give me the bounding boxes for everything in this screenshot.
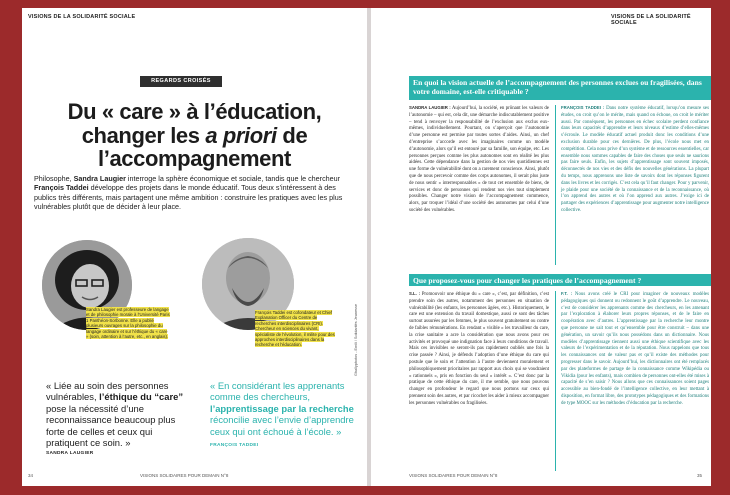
quote-1-close: pose la nécessité d’une reconnaissance beaucoup plus forte de celles et ceux qui pratiquent ce soin. »	[46, 402, 176, 449]
headline-line-3: l’accompagnement	[98, 146, 291, 171]
answer-1-laugier	[409, 105, 549, 215]
quote-2-close: réconcilie avec l’envie d’apprendre ceux qui ont échoué à l’école. »	[210, 414, 354, 437]
right-page	[371, 8, 711, 486]
lead-part-3: développe des projets dans le monde éducatif. Tous deux s’intéressent à des publics très différents, mais partagent une même ambition : construire les pratiques avec les plus vulnérables plutôt que de décider à leur place.	[34, 183, 343, 212]
footer-right: VISIONS SOLIDAIRES POUR DEMAIN N°8	[409, 473, 498, 478]
answer-1-taddei	[561, 105, 709, 215]
lead-part-2: interroge la sphère économique et sociale, tandis que le chercheur	[125, 174, 341, 183]
question-1-banner: En quoi la vision actuelle de l’accompagnement des personnes exclues ou fragilisées, dans votre domaine, est-elle critiquable ?	[409, 76, 711, 100]
quote-1-open: « Liée au soin des personnes vulnérables,	[46, 380, 169, 403]
headline	[32, 100, 357, 171]
footer-left: VISIONS SOLIDAIRES POUR DEMAIN N°8	[140, 473, 229, 478]
page-number-right: 35	[697, 473, 703, 478]
answer-2-laugier	[409, 291, 549, 408]
lead-part-1: Philosophe,	[34, 174, 74, 183]
answer-2-laugier-text: Promouvoir une éthique du « care », c’est, par définition, c’est prendre soin des autres, notamment des personnes en situation de vulnérabilité (les enfants, les personnes âgées, etc.). Historiquement, le care est une extension du travail domestique, aussi ce sont des tâches surtout assurées par les femmes, le plus souvent gratuitement ou contre de faibles rémunérations. En rendant « visible » les travailleur du care, la crise sanitaire a acre la considération que nous avons pour ces activités et provoqué une indignation face à leurs conditions de travail. Mais ces invisibles se seront-ils pas rapidement oubliés une fois la crise passée ? Ainsi, je défends l’adoption d’une éthique du care qui postule que le soin et l’attention à l’autre deviennent moralement et philosophiquement prioritaires par rapport aux choix qui se voudraient « rationnels », pris en fonction du seul « intérêt ». C’est donc par la pratique de cette éthique du care, il me semble, que nous pouvons changer en profondeur le regard que nous portons sur ceux qui prennent soin des autres, et par ricochet les aider à mieux accompagner les personnes vulnérables ou fragilisées.	[409, 292, 549, 406]
answer-1-laugier-text: Aujourd’hui, la société, en prônant les valeurs de l’autonomie – qui est, cela dit, une démarche indiscutablement positive – tend à renvoyer la responsabilité de l’exclusion aux exclus eux-mêmes, individuellement. Pourtant, on s’aperçoit que l’autonomie d’une personne est permise par toutes sortes d’aides. Ainsi, un chef d’entreprise s’accorde avec les imaginaires comme un modèle d’autonomie, alors qu’il est entouré par sa famille, son équipe, etc. Les personnes perçues comme les plus autonomes sont en réalité les plus aidées. Cette dépendance dans la gestion de nos vies quotidiennes est une forme de vulnérabilité dont on a rarement conscience. Ainsi, plutôt que de nous percevoir comme des corps autonomes, il serait plus juste de nous sentir « interresponsables » de tout cet ensemble de biens, de services et donc de personnes qui rendent nos vies tout simplement possibles. Changer notre vision de l’accompagnement commence, alors, par troquer l’idéal d’une société des autonomes par celui d’une société des vulnérables.	[409, 106, 549, 213]
headline-line-2a: changer les	[81, 122, 206, 148]
left-page	[22, 8, 367, 486]
quote-1-bold: l’éthique du “care”	[99, 391, 184, 403]
answer-2-taddei	[561, 291, 709, 408]
headline-line-2c: de	[276, 122, 308, 148]
quote-signature-taddei: FRANÇOIS TADDEI	[210, 443, 259, 448]
headline-a-priori: a priori	[205, 122, 277, 148]
answer-1-taddei-text: Dans notre système éducatif, lorsqu’on mesure ses études, on croit qu’on le mérite, mais quand on échoue, on croit le mériter aussi. Par conséquent, les personnes en échec scolaire perdent confiance dans leurs capacités d’apprendre et leurs niveaux d’estime d’elles-mêmes s’écroule. Le modèle éducatif actuel produit donc les conditions d’une exclusion durable pour ces dernières. De plus, l’école nous met en compétition. Cela nous prive d’un système et de ressources essentielles, car ensemble nous sommes capables de faire des choses que seuls ne saurions pas faire seuls. Enfin, les sujets d’apprentissage sont souvent imposés, déconnectés de nos vies et des défis des nouvelles générations. La plupart du temps, nous apprenons une liste de savoirs dont les réponses figurent dans les livres et les corrigés. C’est cela qu’il faut changer. Pour y parvenir, je plaide pour une société de la connaissance et de la reconnaissance, où l’on apprend des autres et où l’on apprend aux autres. J’exige ici de partager des expériences d’apprentissage pour augmenter notre intelligence collective.	[561, 106, 709, 213]
photo-credit: Ghallyphotos - Emili / Solidarités Jeunesse	[354, 304, 358, 376]
answer-2-taddei-label: F.T. :	[561, 291, 573, 296]
answer-2-taddei-text: Nous avons créé le CRI pour imaginer de nouveaux modèles pédagogiques qui donnent ou redonnent le goût d’apprendre. Le nouveau, c’est de considérer les apprenants comme des chercheurs, en les amenant par l’exploration à élaborer leurs propres réponses, et de le faire en coopération avec d’autres. L’apprentissage par la recherche leur montre que personne ne sait tout et qu’ensemble pour être construit – dans une génération, un savoir qu’ils nous possédons dans un dictionnaire. Nous modèles d’apprentissage tiennent aussi une éthique scientifique avec les valeurs de l’expérimentation et de la réputation. Nous rappelons que tous les connaissances ont de valeur pas et qu’il existe des méthodes pour progresser dans le savoir. Aujourd’hui, les dictionnaires ont été remplacés par des plateformes de partage de la connaissance comme Wikipédia ou Vikidia (pour les enfants), mais combien de personnes ont-elles été mises à capacité de s’en saisir ? Nous allons que ces connaissances soient pages accessible au bien-fondé de l’intelligence collective, en leur mettant à disposition, en format libre, des prototypes pédagogiques et des formations de type MOOC sur les méthodes d’éducation par la recherche.	[561, 292, 710, 406]
pull-quote-taddei	[210, 380, 360, 437]
caption-taddei-text: François Taddei est cofondateur et Chief Explanation Officer du Centre de recherches interdisciplinaires (CRI). Chercheur en sciences du vivant, spécialiste de l’évolution, il milite pour des approches interdisciplinaires dans la recherche et l’éducation.	[255, 310, 335, 348]
question-2-banner: Que proposez-vous pour changer les pratiques de l’accompagnement ?	[409, 274, 711, 286]
column-rule-1	[555, 105, 556, 265]
running-head-left: VISIONS DE LA SOLIDARITÉ SOCIALE	[28, 14, 136, 20]
answer-1-taddei-label: FRANÇOIS TADDEI :	[561, 105, 605, 110]
answer-1-laugier-label: SANDRA LAUGIER :	[409, 105, 451, 110]
answer-2-laugier-label: S.L. :	[409, 291, 420, 296]
pull-quote-laugier	[46, 380, 196, 448]
quote-2-open: « En considérant les apprenants comme des chercheurs,	[210, 380, 345, 403]
quote-signature-laugier: SANDRA LAUGIER	[46, 451, 94, 456]
running-head-right: VISIONS DE LA SOLIDARITÉ SOCIALE	[611, 14, 691, 26]
caption-laugier-text: Sandra Laugier est professeure de langage et de philosophie morale à l’Université Paris 1 Panthéon-Sorbonne. Elle a publié plusieurs ouvrages sur la philosophie du langage ordinaire et sur l’éthique du « care » (soin, attention à l’autre, etc., en anglais).	[86, 307, 170, 340]
section-tag: REGARDS CROISÉS	[140, 76, 222, 87]
caption-laugier	[86, 307, 170, 339]
quote-2-bold: l’apprentissage par la recherche	[210, 402, 354, 414]
page-number-left: 34	[28, 473, 34, 478]
column-rule-2	[555, 291, 556, 471]
caption-taddei	[255, 310, 339, 348]
lead-paragraph	[34, 174, 356, 212]
lead-name-laugier: Sandra Laugier	[73, 174, 126, 183]
lead-name-taddei: François Taddei	[34, 183, 89, 193]
headline-line-1: Du « care » à l’éducation,	[67, 99, 322, 124]
